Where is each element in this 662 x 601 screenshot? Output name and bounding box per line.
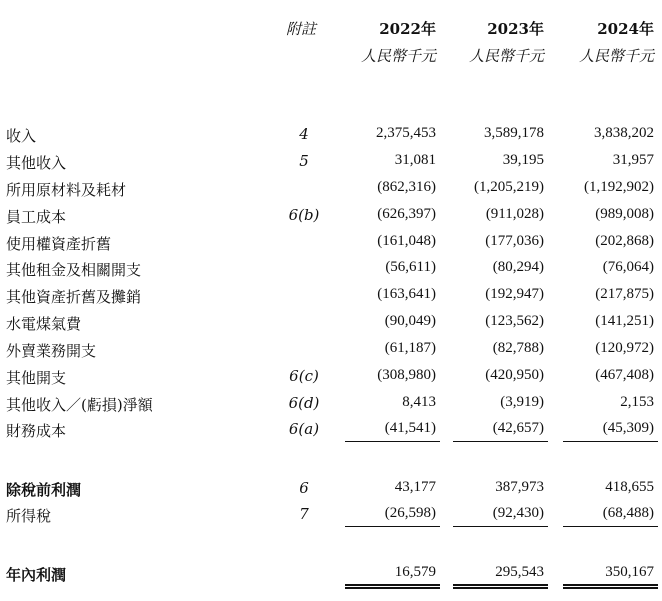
row-label: 其他資產折舊及攤銷 — [6, 288, 142, 306]
value-2022: (161,048) — [377, 233, 436, 249]
value-2022: 16,579 — [394, 564, 436, 580]
value-2024: 2,153 — [620, 394, 654, 410]
table-row — [0, 152, 662, 178]
value-2024: (1,192,902) — [584, 179, 654, 195]
row-label: 其他收入 — [6, 154, 67, 172]
table-row — [0, 479, 662, 505]
row-label: 員工成本 — [6, 208, 67, 226]
row-label: 水電煤氣費 — [6, 315, 82, 333]
value-2023: 3,589,178 — [484, 125, 544, 141]
table-row — [0, 206, 662, 232]
row-note: 5 — [299, 152, 309, 170]
year-2024-header: 2024年 — [597, 20, 654, 38]
row-note: 6(a) — [288, 420, 320, 438]
row-label: 使用權資產折舊 — [6, 235, 112, 253]
table-row — [0, 340, 662, 366]
value-2023: (92,430) — [492, 505, 544, 521]
row-label: 其他開支 — [6, 369, 67, 387]
value-2023: (177,036) — [485, 233, 544, 249]
table-row — [0, 179, 662, 205]
unit-2024-header: 人民幣千元 — [578, 47, 654, 65]
row-label: 年內利潤 — [6, 566, 67, 584]
value-2023: (3,919) — [500, 394, 544, 410]
row-note: 6 — [299, 479, 309, 497]
subtotal-rule — [345, 526, 440, 527]
value-2022: 31,081 — [394, 152, 436, 168]
value-2024: 350,167 — [605, 564, 654, 580]
value-2024: (68,488) — [602, 505, 654, 521]
value-2024: 418,655 — [605, 479, 654, 495]
row-label: 其他租金及相關開支 — [6, 261, 142, 279]
row-label: 外賣業務開支 — [6, 342, 97, 360]
total-double-rule — [453, 584, 548, 589]
value-2023: 39,195 — [502, 152, 544, 168]
table-row — [0, 233, 662, 259]
row-note: 4 — [299, 125, 309, 143]
row-label: 除稅前利潤 — [6, 481, 82, 499]
subtotal-rule — [453, 526, 548, 527]
value-2023: (42,657) — [492, 420, 544, 436]
row-label: 所用原材料及耗材 — [6, 181, 127, 199]
table-row — [0, 286, 662, 312]
row-note: 6(b) — [288, 206, 320, 224]
row-label: 其他收入／(虧損)淨額 — [6, 396, 153, 414]
table-row — [0, 420, 662, 446]
value-2022: 8,413 — [402, 394, 436, 410]
value-2023: (123,562) — [485, 313, 544, 329]
total-double-rule — [563, 584, 658, 589]
row-note: 6(c) — [289, 367, 319, 385]
value-2023: (82,788) — [492, 340, 544, 356]
table-row — [0, 394, 662, 420]
subtotal-rule — [345, 441, 440, 442]
table-row — [0, 259, 662, 285]
row-label: 所得稅 — [6, 507, 52, 525]
year-2023-header: 2023年 — [487, 20, 544, 38]
subtotal-rule — [563, 441, 658, 442]
value-2024: (202,868) — [595, 233, 654, 249]
value-2022: (163,641) — [377, 286, 436, 302]
value-2023: (911,028) — [485, 206, 544, 222]
value-2022: (61,187) — [384, 340, 436, 356]
value-2022: 2,375,453 — [376, 125, 436, 141]
value-2023: 295,543 — [495, 564, 544, 580]
value-2023: (80,294) — [492, 259, 544, 275]
value-2024: (217,875) — [595, 286, 654, 302]
value-2022: (90,049) — [384, 313, 436, 329]
value-2022: 43,177 — [394, 479, 436, 495]
table-row — [0, 367, 662, 393]
value-2024: (467,408) — [595, 367, 654, 383]
value-2022: (626,397) — [377, 206, 436, 222]
row-label: 財務成本 — [6, 422, 67, 440]
table-row — [0, 125, 662, 151]
value-2022: (308,980) — [377, 367, 436, 383]
row-note: 6(d) — [288, 394, 320, 412]
value-2022: (41,541) — [384, 420, 436, 436]
year-2022-header: 2022年 — [379, 20, 436, 38]
row-note: 7 — [299, 505, 309, 523]
unit-2023-header: 人民幣千元 — [468, 47, 544, 65]
value-2022: (56,611) — [385, 259, 436, 275]
value-2023: (192,947) — [485, 286, 544, 302]
value-2023: 387,973 — [495, 479, 544, 495]
value-2023: (420,950) — [485, 367, 544, 383]
value-2022: (26,598) — [384, 505, 436, 521]
value-2024: 31,957 — [612, 152, 654, 168]
value-2024: 3,838,202 — [594, 125, 654, 141]
subtotal-rule — [453, 441, 548, 442]
value-2022: (862,316) — [377, 179, 436, 195]
value-2024: (120,972) — [595, 340, 654, 356]
value-2024: (141,251) — [595, 313, 654, 329]
value-2023: (1,205,219) — [474, 179, 544, 195]
value-2024: (76,064) — [602, 259, 654, 275]
table-row — [0, 505, 662, 531]
value-2024: (45,309) — [602, 420, 654, 436]
table-row — [0, 313, 662, 339]
unit-2022-header: 人民幣千元 — [360, 47, 436, 65]
total-double-rule — [345, 584, 440, 589]
note-column-header: 附註 — [286, 20, 317, 38]
value-2024: (989,008) — [595, 206, 654, 222]
row-label: 收入 — [6, 127, 37, 145]
subtotal-rule — [563, 526, 658, 527]
